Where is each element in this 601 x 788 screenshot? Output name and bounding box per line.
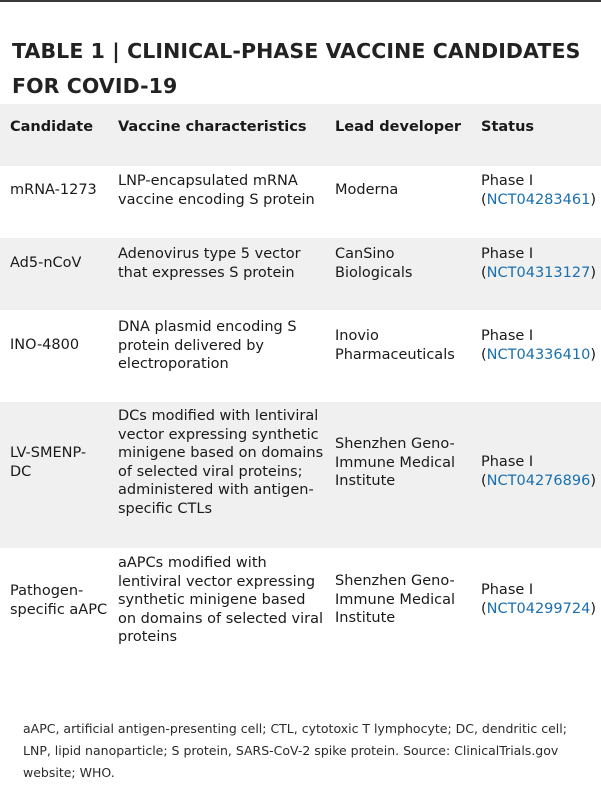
cell-status [481, 172, 599, 209]
trial-link[interactable]: NCT04313127 [486, 264, 591, 281]
trial-link[interactable]: NCT04336410 [486, 346, 591, 363]
status-phase: Phase I [481, 173, 534, 189]
table-footnote: aAPC, artificial antigen-presenting cell; CTL, cytotoxic T lymphocyte; DC, dendritic cell; LNP, lipid nanoparticle; S protein, SARS-CoV-2 spike protein. Source: ClinicalTrials.gov website; WHO. [23, 721, 567, 780]
table-header-row [0, 104, 601, 166]
cell-status [481, 453, 599, 490]
top-rule [0, 0, 601, 2]
header-candidate: Candidate [10, 119, 94, 135]
trial-link[interactable]: NCT04276896 [486, 472, 591, 489]
status-trial: (NCT04283461) [481, 191, 596, 208]
status-trial: (NCT04276896) [481, 472, 596, 489]
cell-candidate: Ad5-nCoV [10, 255, 82, 271]
table-row [0, 402, 601, 548]
status-phase: Phase I [481, 454, 534, 470]
status-phase: Phase I [481, 328, 534, 344]
cell-developer: Shenzhen Geno-Immune Medical Institute [335, 573, 455, 626]
cell-candidate: mRNA-1273 [10, 182, 97, 198]
header-status: Status [481, 119, 535, 135]
table-row [0, 548, 601, 658]
trial-link[interactable]: NCT04299724 [486, 600, 591, 617]
cell-status [481, 327, 599, 364]
vaccine-table [0, 104, 601, 658]
status-trial: (NCT04336410) [481, 346, 596, 363]
cell-developer: CanSino Biologicals [335, 246, 413, 281]
status-phase: Phase I [481, 582, 534, 598]
trial-link[interactable]: NCT04283461 [486, 191, 591, 208]
status-trial: (NCT04313127) [481, 264, 596, 281]
cell-candidate: Pathogen-specific aAPC [10, 583, 108, 618]
cell-status [481, 581, 599, 618]
cell-candidate: LV-SMENP-DC [10, 445, 87, 480]
header-developer: Lead developer [335, 119, 462, 135]
cell-developer: Inovio Pharmaceuticals [335, 328, 455, 363]
table-row [0, 238, 601, 310]
cell-characteristics: DCs modified with lentiviral vector expressing synthetic minigene based on domains of selected viral proteins; administered with antigen-specific CTLs [118, 408, 324, 517]
cell-status [481, 245, 599, 282]
table-row [0, 166, 601, 238]
table-row [0, 310, 601, 402]
cell-characteristics: Adenovirus type 5 vector that expresses S protein [118, 246, 301, 281]
cell-candidate: INO-4800 [10, 337, 80, 353]
cell-characteristics: LNP-encapsulated mRNA vaccine encoding S protein [118, 173, 315, 208]
header-characteristics: Vaccine characteristics [118, 119, 307, 135]
cell-developer: Moderna [335, 182, 399, 198]
cell-characteristics: DNA plasmid encoding S protein delivered by electroporation [118, 319, 297, 372]
cell-characteristics: aAPCs modified with lentiviral vector expressing synthetic minigene based on domains of selected viral proteins [118, 555, 324, 645]
status-trial: (NCT04299724) [481, 600, 596, 617]
status-phase: Phase I [481, 246, 534, 262]
cell-developer: Shenzhen Geno-Immune Medical Institute [335, 436, 455, 489]
table-title: TABLE 1 | CLINICAL-PHASE VACCINE CANDIDATES FOR COVID-19 [12, 39, 581, 98]
